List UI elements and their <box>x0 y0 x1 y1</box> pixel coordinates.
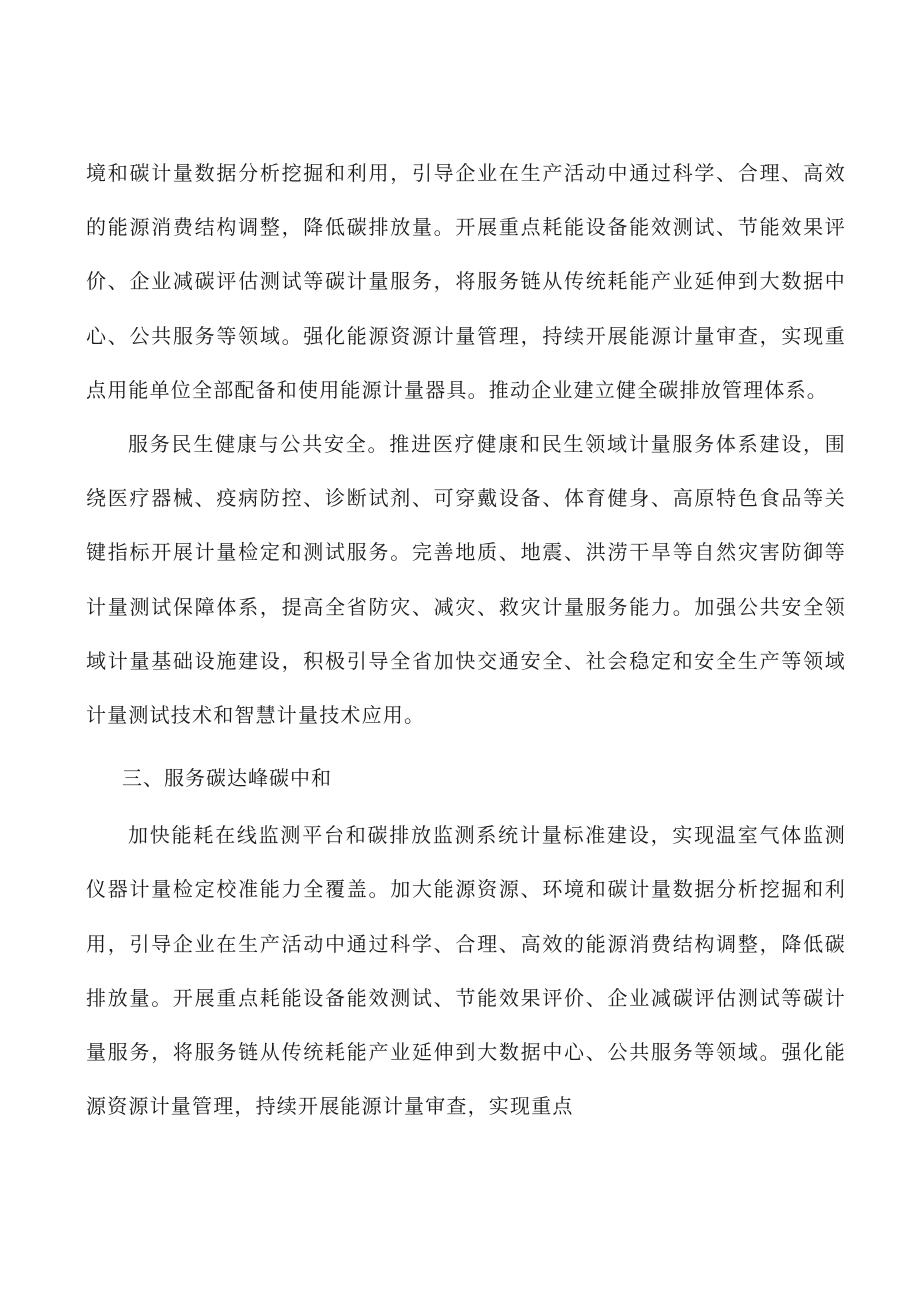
section-heading-carbon-peak: 三、服务碳达峰碳中和 <box>122 766 332 791</box>
document-body <box>86 146 846 1133</box>
paragraph-carbon-metering-continuation: 境和碳计量数据分析挖掘和利用，引导企业在生产活动中通过科学、合理、高效的能源消费结构调整，降低碳排放量。开展重点耗能设备能效测试、节能效果评价、企业减碳评估测试等碳计量服务，将服务链从传统耗能产业延伸到大数据中心、公共服务等领域。强化能源资源计量管理，持续开展能源计量审查，实现重点用能单位全部配备和使用能源计量器具。推动企业建立健全碳排放管理体系。 <box>86 161 846 402</box>
paragraph-public-safety: 服务民生健康与公共安全。推进医疗健康和民生领域计量服务体系建设，围绕医疗器械、疫病防控、诊断试剂、可穿戴设备、体育健身、高原特色食品等关键指标开展计量检定和测试服务。完善地质、地震、洪涝干旱等自然灾害防御等计量测试保障体系，提高全省防灾、减灾、救灾计量服务能力。加强公共安全领域计量基础设施建设，积极引导全省加快交通安全、社会稳定和安全生产等领域计量测试技术和智慧计量技术应用。 <box>86 432 846 728</box>
paragraph-carbon-peak-body: 加快能耗在线监测平台和碳排放监测系统计量标准建设，实现温室气体监测仪器计量检定校准能力全覆盖。加大能源资源、环境和碳计量数据分析挖掘和利用，引导企业在生产活动中通过科学、合理、高效的能源消费结构调整，降低碳排放量。开展重点耗能设备能效测试、节能效果评价、企业减碳评估测试等碳计量服务，将服务链从传统耗能产业延伸到大数据中心、公共服务等领域。强化能源资源计量管理，持续开展能源计量审查，实现重点 <box>86 823 846 1119</box>
